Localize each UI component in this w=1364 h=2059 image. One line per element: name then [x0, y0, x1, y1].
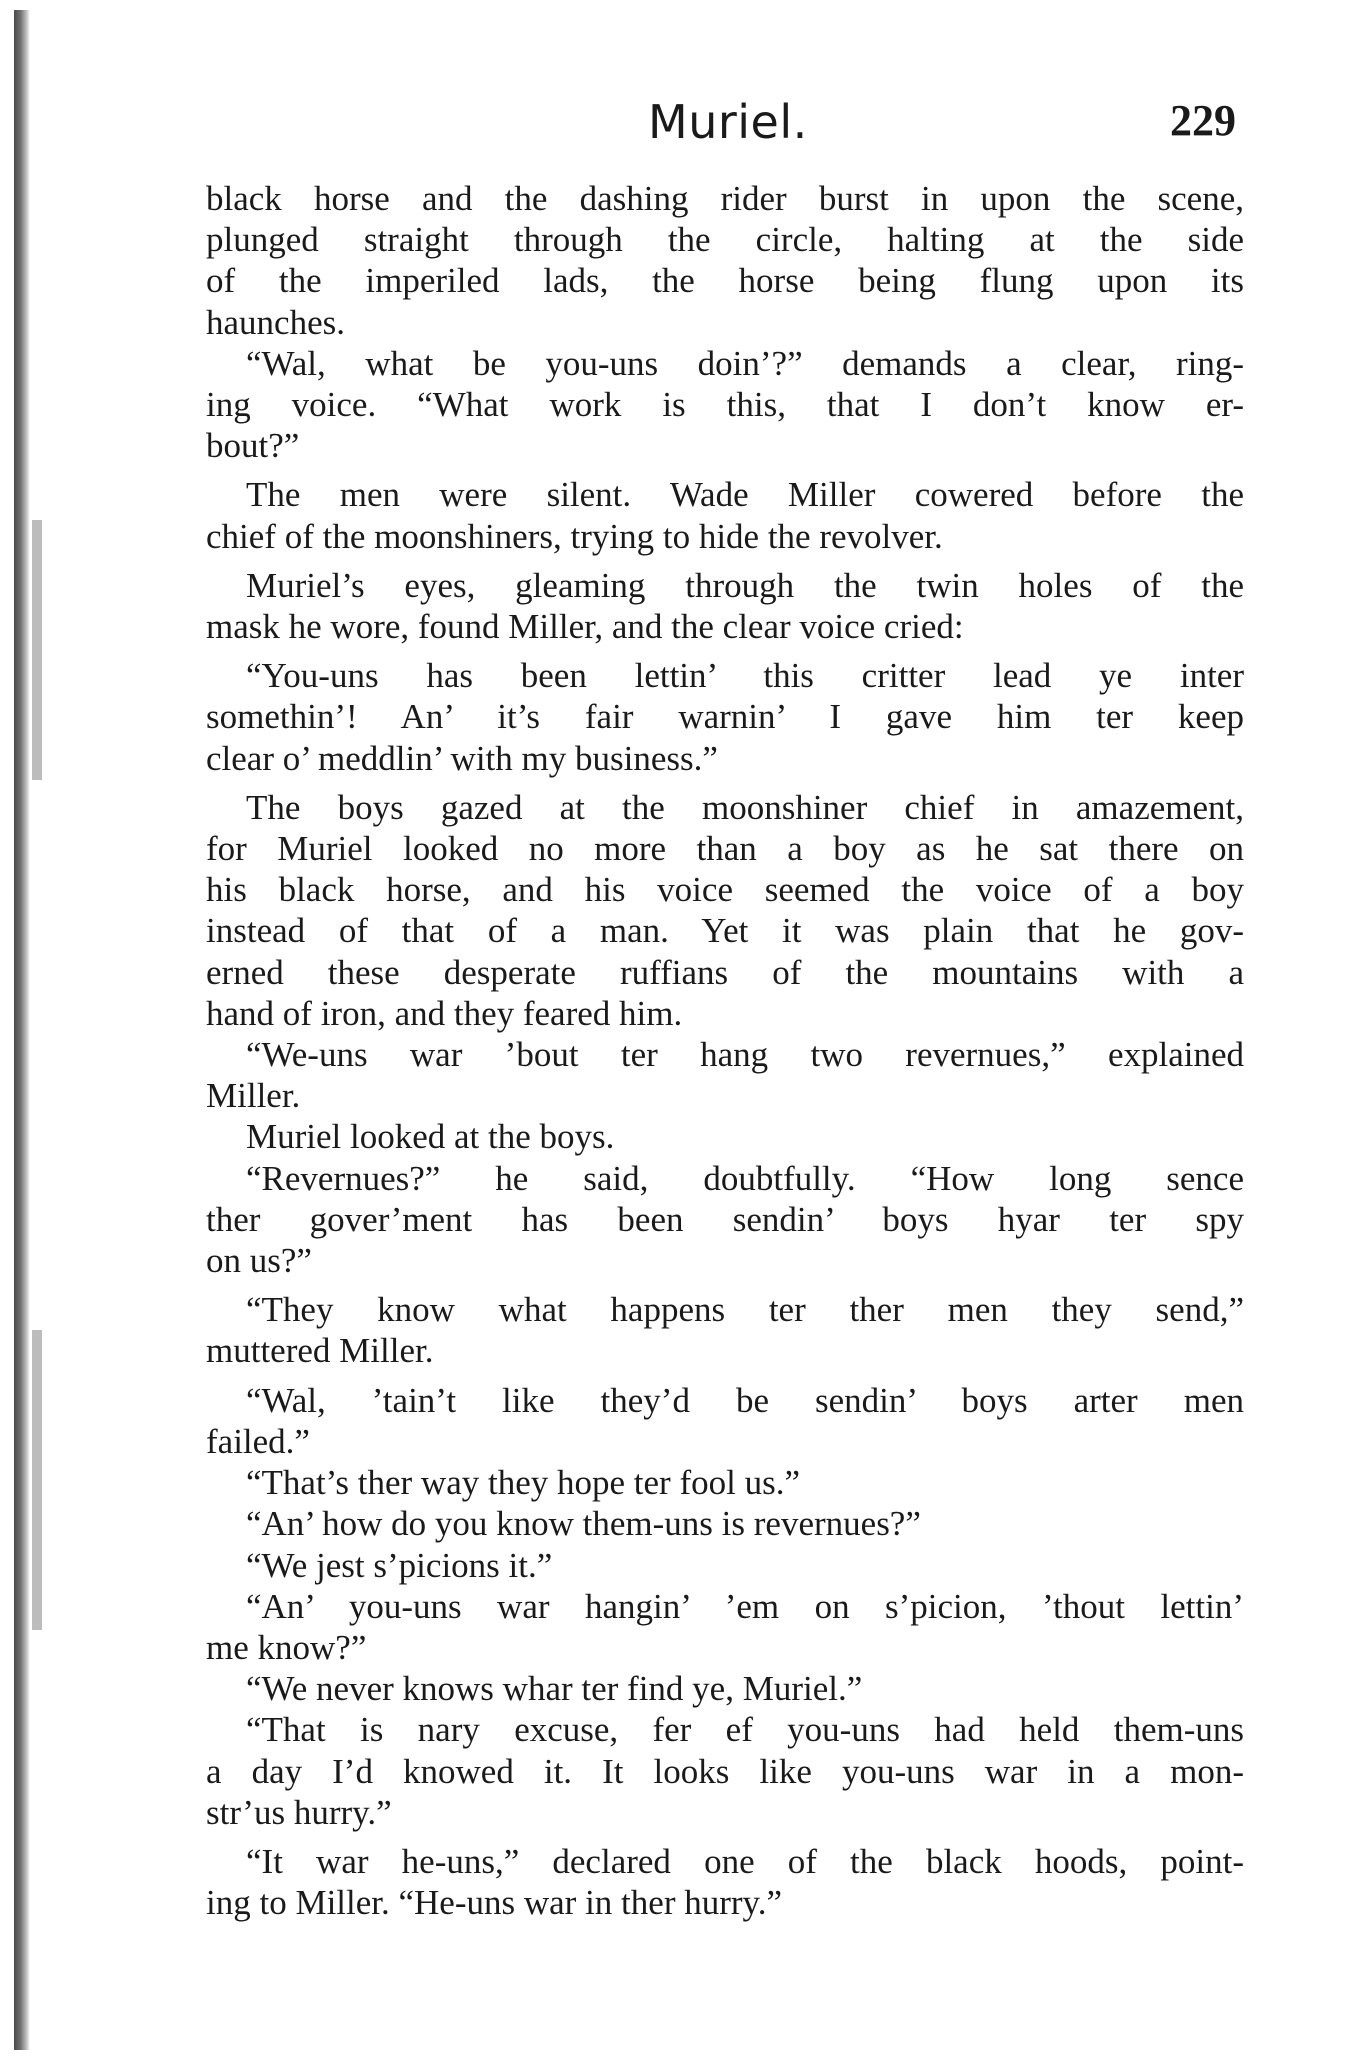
body-text [206, 178, 1244, 1923]
binding-smudge [32, 520, 42, 780]
running-title: Muriel. [648, 95, 808, 149]
text-line: chief of the moonshiners, trying to hide the revolver. [206, 516, 943, 556]
text-line: Miller. [206, 1076, 301, 1116]
text-line: for Muriel looked no more than a boy as he sat there on [206, 829, 1244, 869]
paragraph-gap [206, 779, 1244, 787]
text-line: “An’ you-uns war hangin’ ’em on s’picion, ’thout lettin’ [246, 1586, 1244, 1626]
text-line: Muriel’s eyes, gleaming through the twin holes of the [246, 565, 1244, 605]
text-line: “Wal, what be you-uns doin’?” demands a clear, ring- [246, 343, 1244, 383]
text-line: “You-uns has been lettin’ this critter lead ye inter [246, 656, 1244, 696]
text-line: his black horse, and his voice seemed the voice of a boy [206, 870, 1244, 910]
text-line: a day I’d knowed it. It looks like you-uns war in a mon- [206, 1751, 1244, 1791]
text-line: ing voice. “What work is this, that I don’t know er- [206, 385, 1244, 425]
text-line: “We-uns war ’bout ter hang two revernues,” explained [246, 1035, 1244, 1075]
text-line: The men were silent. Wade Miller cowered before the [246, 475, 1244, 515]
paragraph-gap [206, 1372, 1244, 1380]
text-line: “We never knows whar ter find ye, Muriel.” [246, 1669, 863, 1709]
page-number: 229 [1170, 96, 1236, 145]
text-line: plunged straight through the circle, halting at the side [206, 220, 1244, 260]
text-line: of the imperiled lads, the horse being flung upon its [206, 261, 1244, 301]
text-line: muttered Miller. [206, 1331, 434, 1371]
paragraph-gap [206, 1833, 1244, 1841]
text-line: “They know what happens ter ther men they send,” [246, 1290, 1244, 1330]
text-line: clear o’ meddlin’ with my business.” [206, 738, 718, 778]
running-header [0, 95, 1364, 155]
page-binding-shadow [14, 10, 30, 2050]
text-line: ther gover’ment has been sendin’ boys hyar ter spy [206, 1199, 1244, 1239]
paragraph-gap [206, 647, 1244, 655]
text-line: Muriel looked at the boys. [246, 1117, 615, 1157]
text-line: str’us hurry.” [206, 1792, 392, 1832]
text-line: erned these desperate ruffians of the mountains with a [206, 952, 1244, 992]
paragraph-gap [206, 466, 1244, 474]
text-line: “We jest s’picions it.” [246, 1545, 553, 1585]
text-line: “Wal, ’tain’t like they’d be sendin’ boys arter men [246, 1380, 1244, 1420]
text-line: black horse and the dashing rider burst in upon the scene, [206, 179, 1244, 218]
text-line: “It war he-uns,” declared one of the black hoods, point- [246, 1841, 1244, 1881]
paragraph-gap [206, 557, 1244, 565]
text-line: hand of iron, and they feared him. [206, 993, 683, 1033]
text-line: me know?” [206, 1627, 367, 1667]
text-line: instead of that of a man. Yet it was plain that he gov- [206, 911, 1244, 951]
text-line: “That’s ther way they hope ter fool us.” [246, 1463, 800, 1503]
text-line: mask he wore, found Miller, and the clear voice cried: [206, 607, 964, 647]
binding-smudge [32, 1330, 42, 1630]
text-line: “An’ how do you know them-uns is revernues?” [246, 1504, 921, 1544]
text-line: “Revernues?” he said, doubtfully. “How long sence [246, 1158, 1244, 1198]
text-line: failed.” [206, 1421, 310, 1461]
text-line: somethin’! An’ it’s fair warnin’ I gave him ter keep [206, 697, 1244, 737]
text-line: “That is nary excuse, fer ef you-uns had held them-uns [246, 1710, 1244, 1750]
text-line: bout?” [206, 426, 300, 466]
text-line: ing to Miller. “He-uns war in ther hurry.” [206, 1883, 783, 1923]
paragraph-gap [206, 1281, 1244, 1289]
text-line: The boys gazed at the moonshiner chief in amazement, [246, 787, 1244, 827]
text-line: haunches. [206, 302, 345, 342]
text-line: on us?” [206, 1241, 312, 1281]
